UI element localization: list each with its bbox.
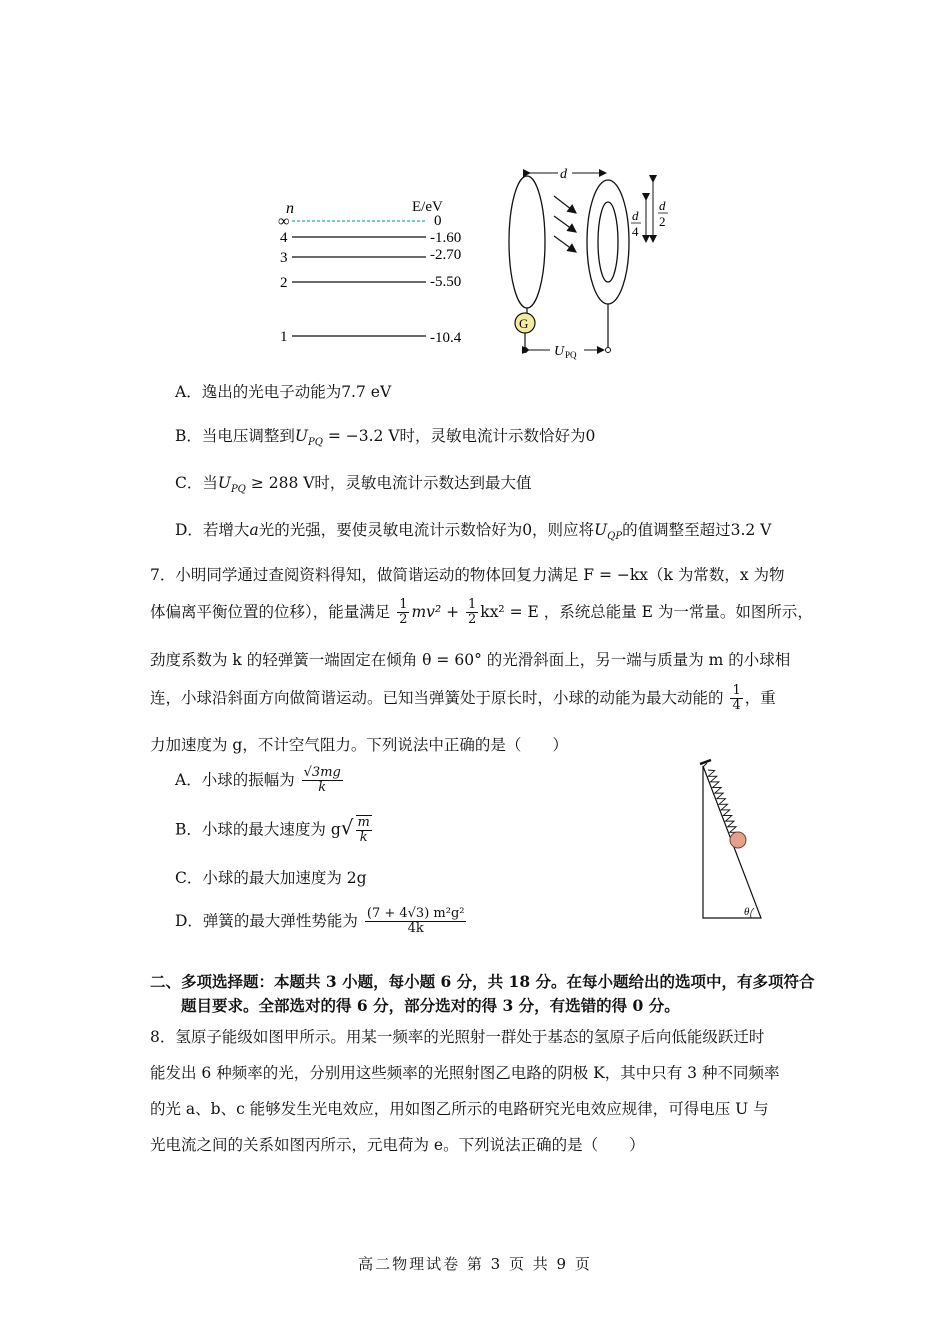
q7-option-b: B．小球的最大速度为 g√ $\frac{m}{k}$ bbox=[175, 815, 370, 846]
q6-option-a: A．逸出的光电子动能为7.7 eV bbox=[175, 383, 392, 401]
light-ray-icon bbox=[554, 236, 576, 252]
level-n-1: 1 bbox=[280, 329, 288, 345]
svg-text:4: 4 bbox=[632, 224, 639, 239]
ball-icon bbox=[730, 832, 746, 848]
ring-electrode-outer bbox=[587, 180, 629, 304]
level-e-inf: 0 bbox=[434, 213, 442, 229]
energy-axis-label: E/eV bbox=[412, 199, 443, 215]
q8-line-4: 光电流之间的关系如图丙所示，元电荷为 e。下列说法正确的是（ ） bbox=[150, 1136, 645, 1154]
section2-heading-line2: 题目要求。全部选对的得 6 分，部分选对的得 3 分，有选错的得 0 分。 bbox=[181, 996, 680, 1015]
q6-option-d: D．若增大a光的光强，要使灵敏电流计示数恰好为0，则应将$U_{QP}$的值调整至超过3.2 V bbox=[175, 521, 772, 543]
level-e-1: -10.4 bbox=[430, 330, 462, 346]
q8-line-1: 8．氢原子能级如图甲所示。用某一频率的光照射一群处于基态的氢原子后向低能级跃迁时 bbox=[150, 1028, 765, 1046]
q7-option-d: D．弹簧的最大弹性势能为 $\frac{\text{(7 + 4√3) m²g²}}{4k}$ bbox=[175, 906, 465, 937]
q8-line-3: 的光 a、b、c 能够发生光电效应，用如图乙所示的电路研究光电效应规律，可得电压 U 与 bbox=[150, 1100, 769, 1118]
light-ray-icon bbox=[554, 216, 576, 232]
q7-line-1: 7．小明同学通过查阅资料得知，做简谐运动的物体回复力满足 F = −kx（k 为常数，x 为物 bbox=[150, 566, 785, 584]
svg-text:2: 2 bbox=[659, 214, 666, 229]
q8-line-2: 能发出 6 种频率的光，分别用这些频率的光照射图乙电路的阴极 K，其中只有 3 种不同频率 bbox=[150, 1064, 780, 1082]
svg-text:d: d bbox=[632, 208, 639, 223]
energy-level-diagram bbox=[270, 190, 480, 355]
theta-label: θ bbox=[744, 906, 750, 918]
q7-line-4: 连，小球沿斜面方向做简谐运动。已知当弹簧处于原长时，小球的动能为最大动能的 $\frac{1}{4}$ ，重 bbox=[150, 683, 776, 714]
q7-option-c: C．小球的最大加速度为 2g bbox=[175, 869, 367, 887]
level-e-4: -1.60 bbox=[430, 230, 462, 246]
d-label: d bbox=[560, 167, 567, 182]
q7-line-2: 体偏离平衡位置的位移），能量满足 $\frac{1}{2}$ mv² + $\frac{1}{2}$ kx² = E ，系统总能量 E 为一常量。如图所示， bbox=[150, 597, 813, 628]
galvanometer-label: G bbox=[519, 316, 529, 331]
q7-line-3: 劲度系数为 k 的轻弹簧一端固定在倾角 θ = 60° 的光滑斜面上，另一端与质量为 m 的小球相 bbox=[150, 651, 791, 669]
page-footer: 高二物理试卷 第 3 页 共 9 页 bbox=[358, 1255, 592, 1273]
q7-option-a: A．小球的振幅为 $\frac{√3mg}{k}$ bbox=[175, 765, 341, 796]
light-ray-icon bbox=[554, 196, 576, 213]
q6-option-b: B．当电压调整到$U_{PQ} = -3.2$ V时，灵敏电流计示数恰好为0 bbox=[175, 427, 596, 449]
ring-electrode-inner bbox=[598, 202, 618, 282]
q6-option-c: C．当$U_{PQ} \ge 288$ V时，灵敏电流计示数达到最大值 bbox=[175, 474, 532, 496]
level-n-4: 4 bbox=[280, 230, 288, 246]
level-n-2: 2 bbox=[280, 275, 288, 291]
level-e-2: -5.50 bbox=[430, 274, 462, 290]
level-e-3: -2.70 bbox=[430, 247, 462, 263]
spring-icon bbox=[706, 766, 744, 841]
level-n-3: 3 bbox=[280, 250, 288, 266]
level-n-inf: ∞ bbox=[278, 213, 290, 230]
voltage-label: U bbox=[554, 344, 565, 359]
n-axis-label: n bbox=[286, 200, 294, 217]
photoelectric-circuit-diagram bbox=[498, 160, 688, 360]
q7-line-5: 力加速度为 g，不计空气阻力。下列说法中正确的是（ ） bbox=[150, 736, 568, 754]
voltage-sub: PQ bbox=[565, 350, 577, 360]
left-electrode bbox=[509, 176, 545, 308]
incline-spring-figure bbox=[695, 758, 775, 923]
svg-text:d: d bbox=[659, 198, 666, 213]
section2-heading: 二、多项选择题：本题共 3 小题，每小题 6 分，共 18 分。在每小题给出的选项中，有多项符合 bbox=[150, 972, 815, 991]
